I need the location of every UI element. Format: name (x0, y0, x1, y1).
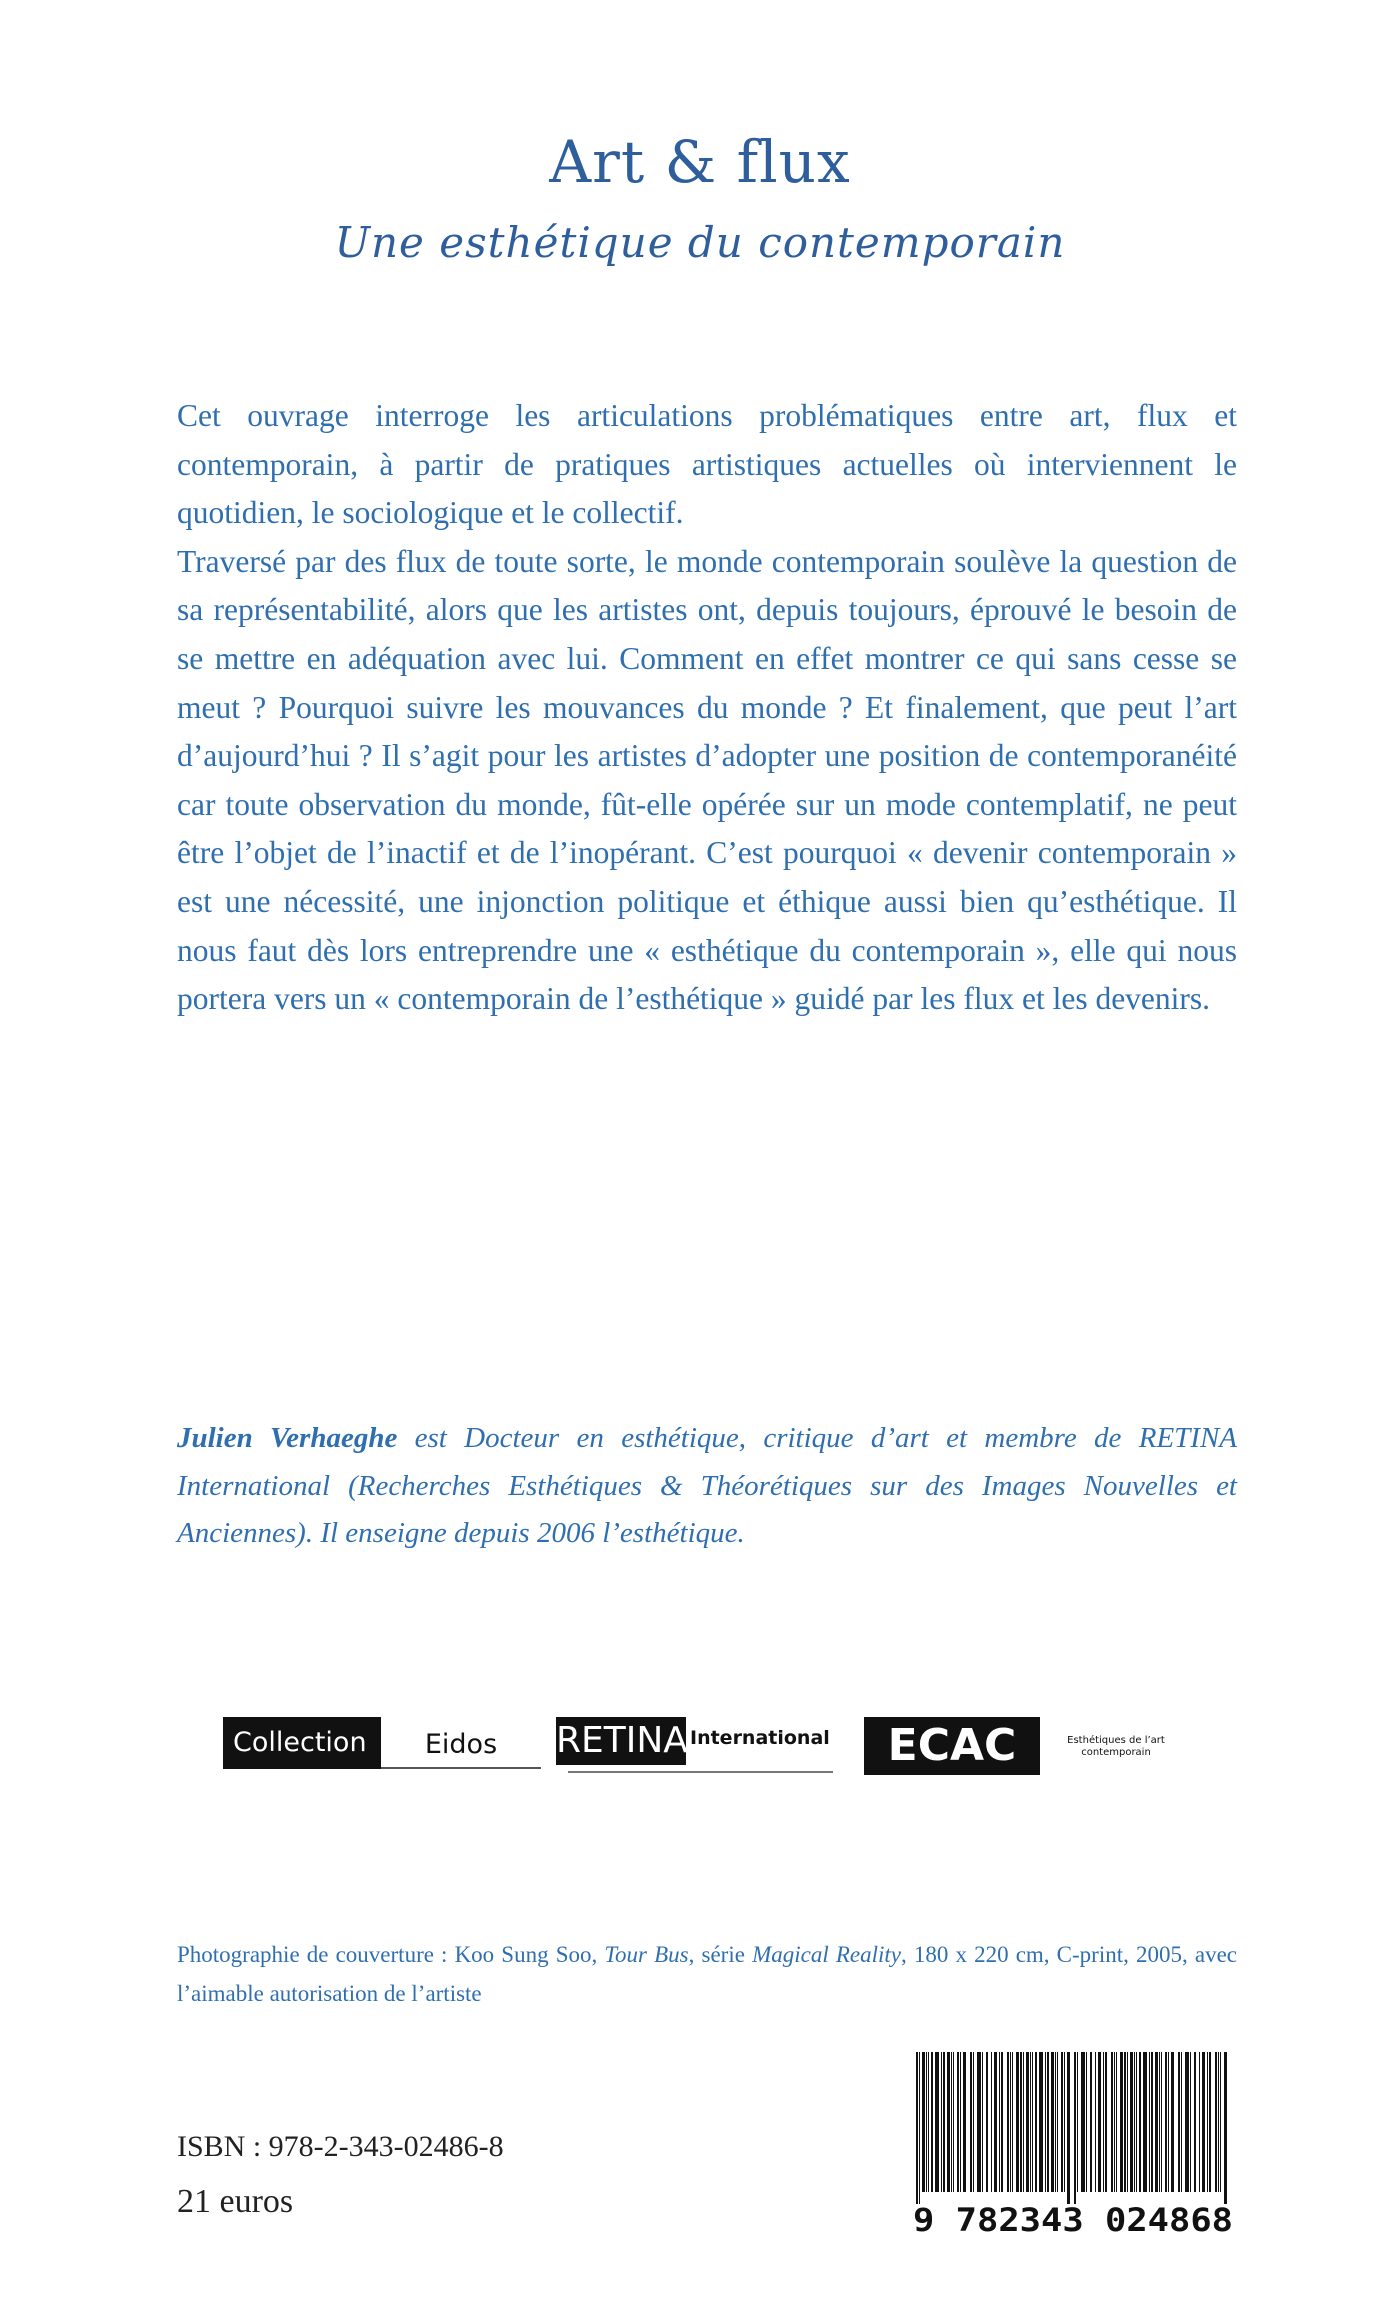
author-bio (177, 1415, 1237, 1558)
barcode-bar (970, 2052, 972, 2192)
barcode-bar (1220, 2052, 1221, 2192)
barcode-bar (1086, 2052, 1087, 2192)
barcode-bar (1224, 2052, 1227, 2204)
barcode-bar (991, 2052, 992, 2192)
barcode-bar (1209, 2052, 1211, 2192)
blurb-paragraph-2: Traversé par des flux de toute sorte, le monde contemporain soulève la question de sa représentabilité, alors que les artistes ont, depuis toujours, éprouvé le besoin de se mettre en adéquation avec lui. Comment en effet montrer ce qui sans cesse se meut ? Pourquoi suivre les mouvances du monde ? Et finalement, que peut l’art d’aujourd’hui ? Il s’agit pour les artistes d’adopter une position de contemporanéité car toute observation du monde, fût-elle opérée sur un mode contemplatif, ne peut être l’objet de l’inactif et de l’inopérant. C’est pourquoi « devenir contemporain » est une nécessité, une injonction politique et éthique aussi bien qu’esthétique. Il nous faut dès lors entreprendre une « esthétique du contemporain », elle qui nous portera vers un « contemporain de l’esthétique » guidé par les flux et les devenirs. (177, 543, 1237, 1017)
barcode-bar (1159, 2052, 1160, 2192)
barcode-bar (1039, 2052, 1043, 2192)
retina-logo-black: RETINA (556, 1717, 686, 1765)
barcode-bar (1171, 2052, 1174, 2192)
barcode-bar (1020, 2052, 1022, 2192)
barcode-bar (1010, 2052, 1011, 2192)
isbn: ISBN : 978-2-343-02486-8 (177, 2130, 504, 2163)
blurb (177, 392, 1237, 1024)
barcode-bar (1130, 2052, 1133, 2192)
barcode-bar (1114, 2052, 1115, 2192)
publisher-logos (223, 1717, 1183, 1775)
barcode-bar (1074, 2052, 1076, 2204)
barcode-bar (1105, 2052, 1107, 2192)
barcode-bar (951, 2052, 952, 2192)
book-title: Art & flux (549, 128, 851, 196)
book-subtitle: Une esthétique du contemporain (334, 218, 1066, 267)
barcode-bar (1165, 2052, 1167, 2192)
price: 21 euros (177, 2183, 294, 2220)
eidos-logo-black: Collection (223, 1717, 381, 1769)
barcode-bar (1134, 2052, 1135, 2192)
barcode-bar (1023, 2052, 1024, 2192)
author-bio-text: est Docteur en esthétique, critique d’art et membre de RETINA International (Recherches Esthétiques & Théorétiques sur des Images Nouvelles et Anciennes). Il enseigne depuis 2006 l’esthétique. (177, 1422, 1238, 1549)
barcode-bar (1136, 2052, 1137, 2192)
credit-mid: , série (688, 1942, 753, 1967)
barcode-bar (977, 2052, 981, 2192)
ecac-logo (864, 1717, 1194, 1775)
barcode-bar (1103, 2052, 1104, 2192)
barcode-bar (916, 2052, 918, 2204)
barcode-bar (1035, 2052, 1037, 2192)
barcode-bar (1149, 2052, 1150, 2192)
barcode-bar (1178, 2052, 1180, 2192)
barcode-bar (1194, 2052, 1196, 2192)
barcode-bar (1007, 2052, 1009, 2192)
barcode-bar (1116, 2052, 1117, 2192)
barcode-bar (1202, 2052, 1205, 2192)
barcode-bar (1120, 2052, 1123, 2192)
barcode-bar (1001, 2052, 1003, 2192)
barcode-bar (1185, 2052, 1189, 2192)
retina-logo-rule (568, 1771, 833, 1773)
barcode-bar (1061, 2052, 1063, 2192)
barcode-bar (1047, 2052, 1049, 2192)
barcode-bar (922, 2052, 925, 2192)
barcode-bar (1032, 2052, 1033, 2192)
barcode-bar (1199, 2052, 1200, 2192)
barcode-bar (1161, 2052, 1162, 2192)
barcode-bar (1045, 2052, 1046, 2192)
barcode-bar (928, 2052, 929, 2192)
barcode-bar (1030, 2052, 1031, 2192)
barcode-bar (943, 2052, 945, 2192)
barcode-bar (1016, 2052, 1019, 2192)
barcode-bar (1051, 2052, 1054, 2192)
blurb-paragraph-1: Cet ouvrage interroge les articulations problématiques entre art, flux et contemporain, à partir de pratiques artistiques actuelles où interviennent le quotidien, le sociologique et le collectif. (177, 398, 1237, 531)
ecac-logo-white: Esthétiques de l’art contemporain (1067, 1735, 1165, 1758)
barcode-bar (973, 2052, 974, 2192)
barcode-bar (1155, 2052, 1158, 2192)
barcode-bar (1151, 2052, 1153, 2192)
barcode-bar (1057, 2052, 1058, 2192)
barcode-bar (941, 2052, 942, 2192)
barcode-bar (1124, 2052, 1126, 2192)
barcode-bar (1218, 2052, 1219, 2192)
barcode-bar (982, 2052, 983, 2192)
barcode-bar (926, 2052, 927, 2192)
barcode-bar (1168, 2052, 1169, 2192)
credit-series: Magical Reality (752, 1942, 901, 1967)
barcode-bar (1127, 2052, 1128, 2192)
barcode-bar (931, 2052, 933, 2192)
barcode-bar (1207, 2052, 1208, 2192)
barcode-bar (953, 2052, 954, 2192)
barcode-bar (1181, 2052, 1182, 2192)
barcode-bar (1064, 2052, 1065, 2192)
barcode-bar (1077, 2052, 1078, 2192)
author-name: Julien Verhaeghe (177, 1422, 398, 1454)
barcode-bar (1215, 2052, 1217, 2192)
barcode-bar (1090, 2052, 1092, 2192)
retina-international-logo (556, 1717, 846, 1775)
barcode-bar (1055, 2052, 1056, 2192)
barcode-bar (1067, 2052, 1070, 2204)
retina-logo-white: International (690, 1727, 830, 1749)
cover-photo-credit (177, 1935, 1237, 2013)
ecac-logo-black: ECAC (864, 1717, 1040, 1775)
barcode-bar (1095, 2052, 1096, 2192)
barcode-bar (1139, 2052, 1141, 2192)
collection-eidos-logo (223, 1717, 543, 1775)
barcode-bar (1026, 2052, 1029, 2192)
barcode-bar (1098, 2052, 1101, 2192)
barcode-bar (1190, 2052, 1191, 2192)
credit-prefix: Photographie de couverture : Koo Sung Soo, (177, 1942, 605, 1967)
barcode-digits: 9 782343 024868 (913, 2201, 1233, 2237)
barcode-bar (957, 2052, 959, 2192)
eidos-logo-white: Eidos (381, 1723, 541, 1769)
barcode-bar (1111, 2052, 1113, 2192)
barcode-bar (1143, 2052, 1147, 2192)
barcode-bar (935, 2052, 939, 2192)
barcode-bar (919, 2052, 920, 2204)
barcode (906, 2052, 1240, 2237)
barcode-bar (1081, 2052, 1085, 2192)
barcode-bar (963, 2052, 966, 2192)
barcode-bar (1012, 2052, 1013, 2192)
barcode-bar (960, 2052, 961, 2192)
credit-suffix: , 180 x 220 cm, C-print, 2005, avec l’aimable autorisation de l’artiste (177, 1942, 1237, 2006)
barcode-bar (986, 2052, 988, 2192)
barcode-bar (994, 2052, 997, 2192)
barcode-bar (947, 2052, 950, 2192)
barcode-bar (999, 2052, 1000, 2192)
credit-work: Tour Bus (604, 1942, 689, 1967)
